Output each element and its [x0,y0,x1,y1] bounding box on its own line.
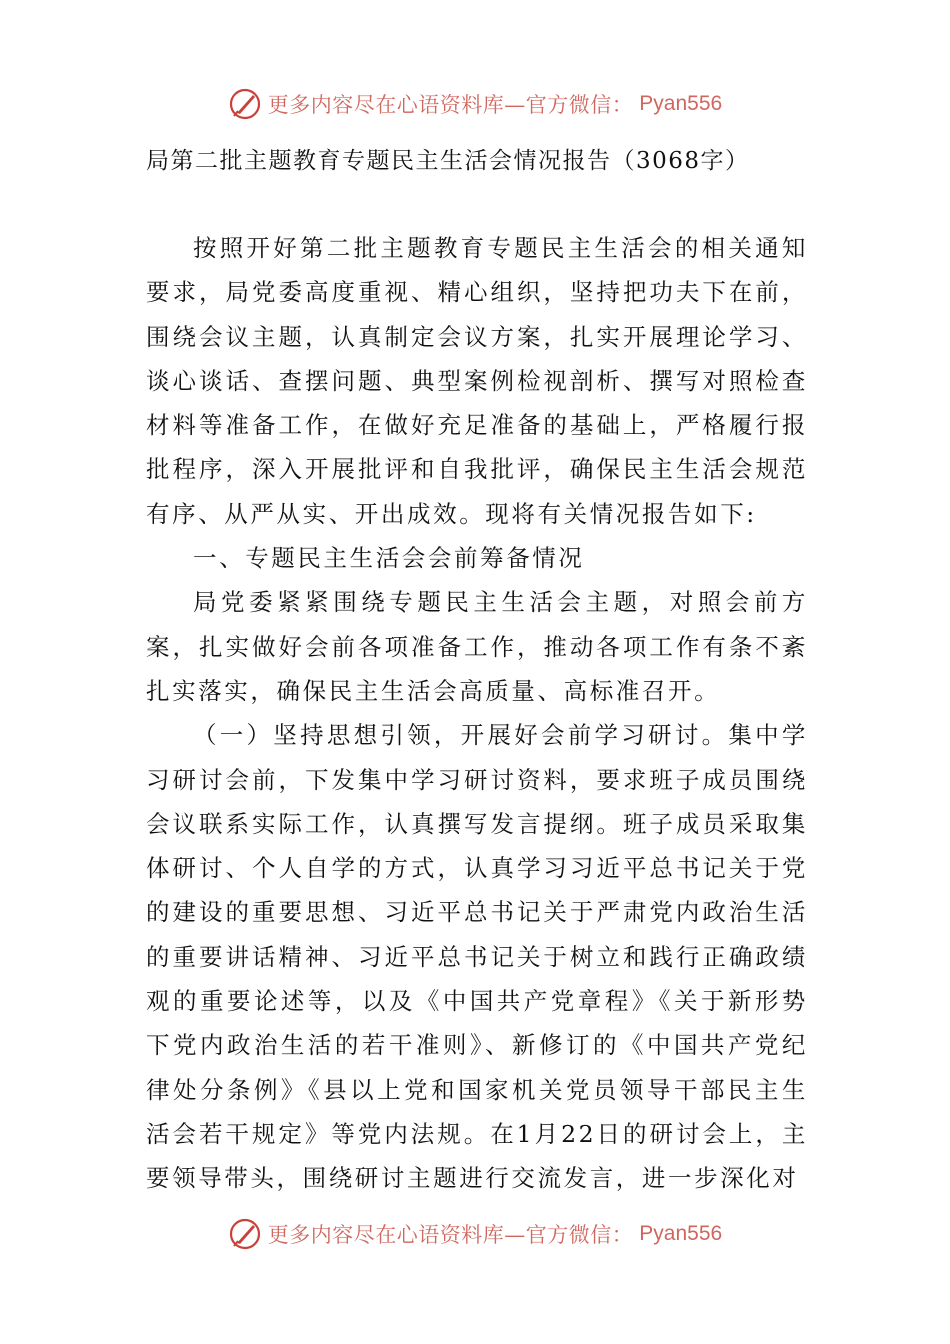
paragraph-intro: 按照开好第二批主题教育专题民主生活会的相关通知要求，局党委高度重视、精心组织，坚持把功夫下在前，围绕会议主题，认真制定会议方案，扎实开展理论学习、谈心谈话、查摆问题、典型案例检视剖析、撰写对照检查材料等准备工作，在做好充足准备的基础上，严格履行报批程序，深入开展批评和自我批评，确保民主生活会规范有序、从严从实、开出成效。现将有关情况报告如下: [146,234,808,528]
paragraph-section-1: 局党委紧紧围绕专题民主生活会主题，对照会前方案，扎实做好会前各项准备工作，推动各项工作有条不紊扎实落实，确保民主生活会高质量、高标准召开。 [146,588,808,705]
section-heading-1: 一、专题民主生活会会前筹备情况 [193,544,585,573]
watermark-wechat-id: Pyan556 [639,1222,723,1245]
quill-logo-icon [228,1217,262,1251]
document-body [146,226,808,1201]
header-watermark [0,84,950,124]
paragraph-subsection-1: （一）坚持思想引领，开展好会前学习研讨。集中学习研讨会前，下发集中学习研讨资料，要求班子成员围绕会议联系实际工作，认真撰写发言提纲。班子成员采取集体研讨、个人自学的方式，认真学习习近平总书记关于党的建设的重要思想、习近平总书记关于严肃党内政治生活的重要讲话精神、习近平总书记关于树立和践行正确政绩观的重要论述等，以及《中国共产党章程》《关于新形势下党内政治生活的若干准则》、新修订的《中国共产党纪律处分条例》《县以上党和国家机关党员领导干部民主生活会若干规定》等党内法规。在1月22日的研讨会上，主要领导带头，围绕研讨主题进行交流发言，进一步深化对 [146,721,808,1193]
watermark-text: 更多内容尽在心语资料库—官方微信： [267,93,634,117]
document-title: 局第二批主题教育专题民主生活会情况报告（3068字） [146,148,750,174]
quill-logo-icon [228,87,262,121]
watermark-text: 更多内容尽在心语资料库—官方微信： [267,1223,634,1247]
watermark-wechat-id: Pyan556 [639,92,723,115]
footer-watermark [0,1214,950,1254]
